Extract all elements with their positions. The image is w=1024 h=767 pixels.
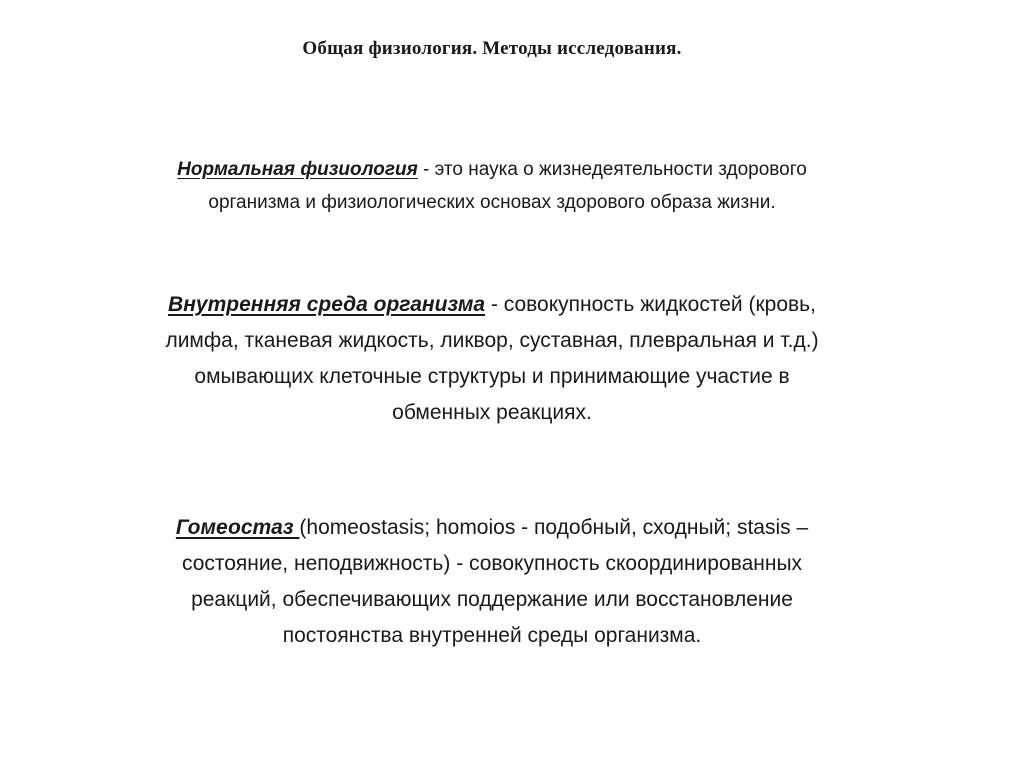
definition-text: - это наука о жизнедеятельности здорового xyxy=(417,159,807,180)
definition-term: Гомеостаз xyxy=(175,516,300,539)
definition-line: обменных реакциях. xyxy=(392,401,592,424)
definition-line: организма и физиологических основах здорового образа жизни. xyxy=(208,192,776,213)
definition-term: Нормальная физиология xyxy=(177,159,418,180)
definition-internal-environment xyxy=(0,287,984,431)
definition-homeostasis xyxy=(0,510,984,654)
slide-title: Общая физиология. Методы исследования. xyxy=(302,38,682,59)
definition-line: реакций, обеспечивающих поддержание или восстановление xyxy=(191,588,793,611)
definition-line: постоянства внутренней среды организма. xyxy=(282,624,702,647)
definition-normal-physiology xyxy=(0,153,984,219)
definition-text: - совокупность жидкостей (кровь, xyxy=(485,293,816,316)
definition-line xyxy=(0,287,984,323)
definition-term: Внутренняя среда организма xyxy=(168,293,486,316)
definition-line: состояние, неподвижность) - совокупность скоординированных xyxy=(181,552,803,575)
definition-text: (homeostasis; homoios - подобный, сходный; stasis – xyxy=(299,516,809,539)
definition-line: лимфа, тканевая жидкость, ликвор, суставная, плевральная и т.д.) xyxy=(165,329,819,352)
definition-line: омывающих клеточные структуры и принимающие участие в xyxy=(194,365,790,388)
definition-line xyxy=(0,510,984,546)
definition-line xyxy=(0,153,984,186)
